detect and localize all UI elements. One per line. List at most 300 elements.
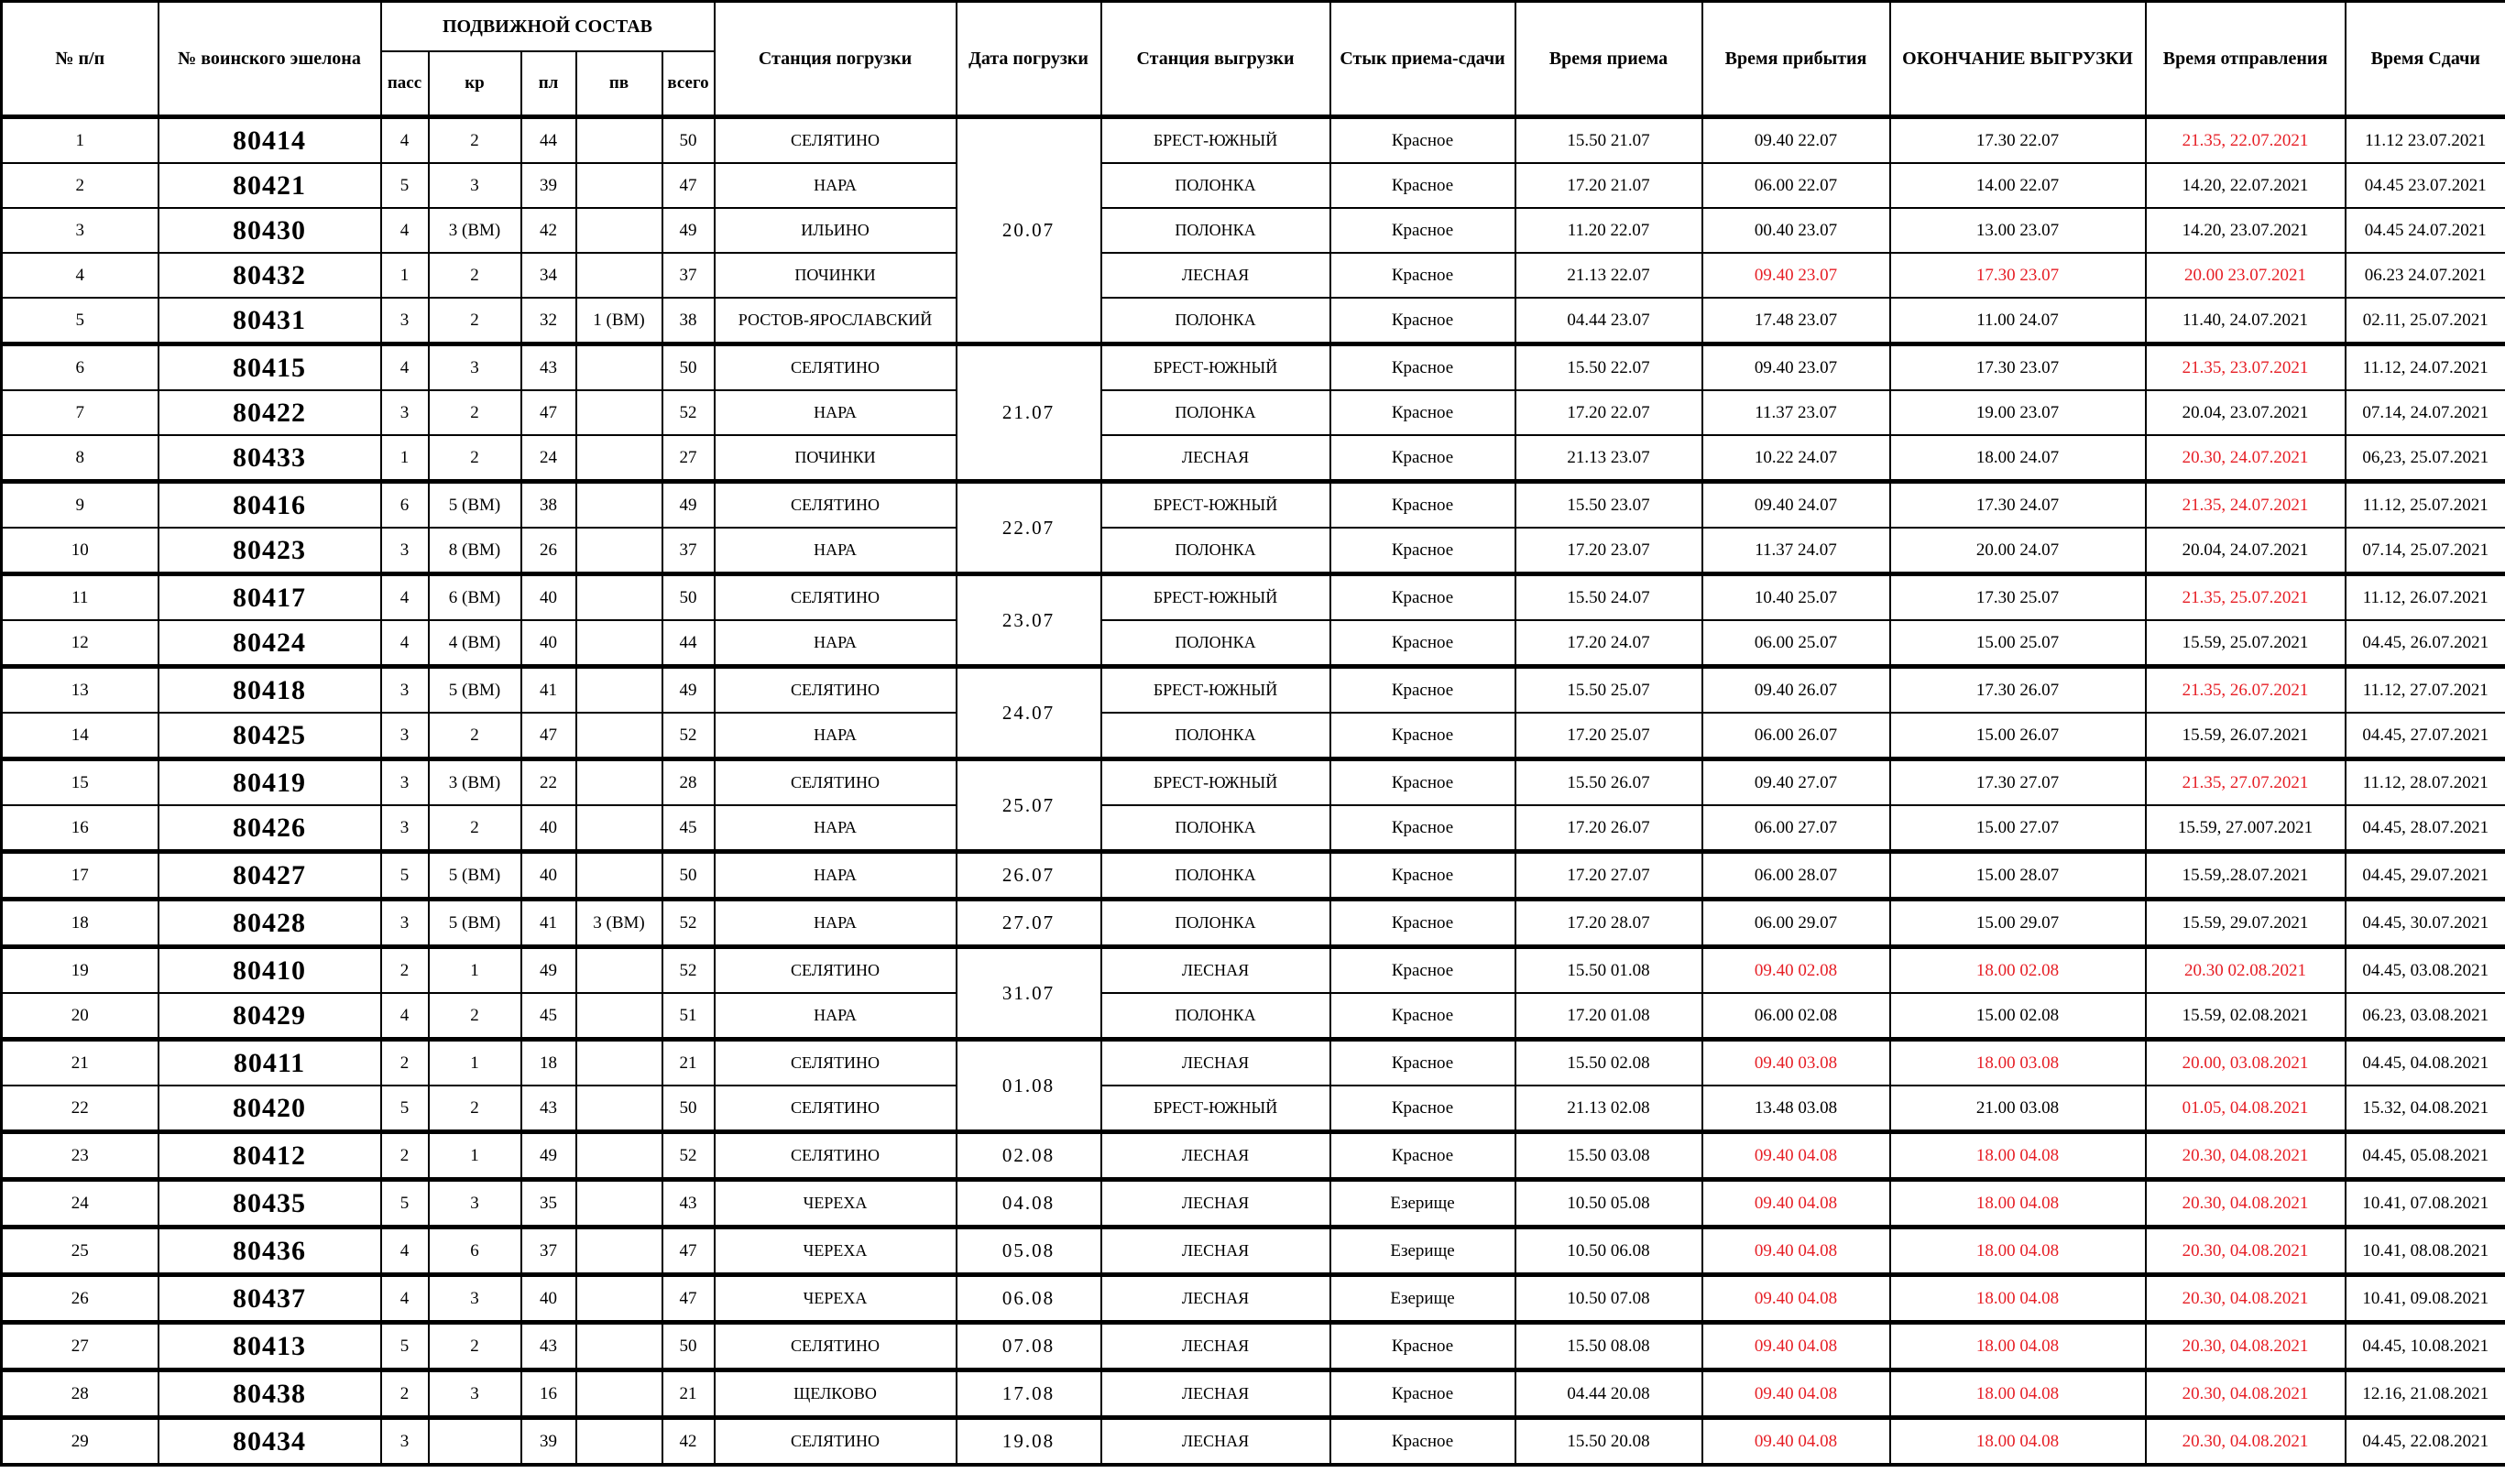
row-index-cell: 11 xyxy=(2,574,159,621)
accept-time-cell: 21.13 02.08 xyxy=(1515,1086,1702,1132)
depart-time-cell: 15.59, 26.07.2021 xyxy=(2146,713,2346,759)
total-cars-cell: 49 xyxy=(662,208,715,253)
load-station-cell: РОСТОВ-ЯРОСЛАВСКИЙ xyxy=(715,298,957,344)
accept-time-cell: 15.50 08.08 xyxy=(1515,1323,1702,1370)
unload-station-cell: ПОЛОНКА xyxy=(1101,390,1330,435)
junction-cell: Красное xyxy=(1330,163,1515,208)
total-cars-cell: 21 xyxy=(662,1370,715,1418)
table-row xyxy=(2,900,2505,947)
flatcars-cell: 42 xyxy=(521,208,576,253)
table-row xyxy=(2,1275,2505,1323)
flatcars-cell: 40 xyxy=(521,574,576,621)
covered-cars-cell: 2 xyxy=(429,298,521,344)
unload-end-cell: 18.00 04.08 xyxy=(1890,1180,2146,1228)
table-row xyxy=(2,344,2505,391)
arrival-time-cell: 11.37 24.07 xyxy=(1702,528,1890,574)
junction-cell: Красное xyxy=(1330,620,1515,667)
load-station-cell: ЧЕРЕХА xyxy=(715,1180,957,1228)
handover-time-cell: 04.45, 30.07.2021 xyxy=(2346,900,2505,947)
unload-station-cell: ПОЛОНКА xyxy=(1101,208,1330,253)
total-cars-cell: 47 xyxy=(662,163,715,208)
junction-cell: Красное xyxy=(1330,528,1515,574)
total-cars-cell: 52 xyxy=(662,947,715,994)
junction-cell: Красное xyxy=(1330,435,1515,482)
covered-cars-cell: 3 xyxy=(429,1275,521,1323)
unload-station-cell: БРЕСТ-ЮЖНЫЙ xyxy=(1101,759,1330,806)
unload-end-cell: 17.30 23.07 xyxy=(1890,344,2146,391)
pass-cars-cell: 3 xyxy=(381,713,429,759)
table-row xyxy=(2,1228,2505,1275)
unload-end-cell: 11.00 24.07 xyxy=(1890,298,2146,344)
load-date-cell: 31.07 xyxy=(957,947,1101,1040)
flatcars-cell: 39 xyxy=(521,163,576,208)
covered-cars-cell: 6 (ВМ) xyxy=(429,574,521,621)
flatcars-cell: 45 xyxy=(521,993,576,1040)
unload-station-cell: ЛЕСНАЯ xyxy=(1101,435,1330,482)
load-station-cell: ЩЕЛКОВО xyxy=(715,1370,957,1418)
pv-cars-cell xyxy=(576,713,662,759)
flatcars-cell: 41 xyxy=(521,900,576,947)
total-cars-cell: 21 xyxy=(662,1040,715,1086)
depart-time-cell: 11.40, 24.07.2021 xyxy=(2146,298,2346,344)
pv-cars-cell xyxy=(576,1086,662,1132)
unload-end-cell: 15.00 25.07 xyxy=(1890,620,2146,667)
pv-cars-cell xyxy=(576,574,662,621)
row-index-cell: 21 xyxy=(2,1040,159,1086)
unload-end-cell: 17.30 22.07 xyxy=(1890,117,2146,164)
table-row xyxy=(2,1180,2505,1228)
unload-station-cell: БРЕСТ-ЮЖНЫЙ xyxy=(1101,344,1330,391)
junction-cell: Красное xyxy=(1330,900,1515,947)
accept-time-cell: 17.20 28.07 xyxy=(1515,900,1702,947)
echelon-number-cell: 80410 xyxy=(159,947,381,994)
handover-time-cell: 04.45, 10.08.2021 xyxy=(2346,1323,2505,1370)
accept-time-cell: 17.20 01.08 xyxy=(1515,993,1702,1040)
pass-cars-cell: 3 xyxy=(381,298,429,344)
flatcars-cell: 43 xyxy=(521,1086,576,1132)
pv-cars-cell xyxy=(576,528,662,574)
depart-time-cell: 20.30 02.08.2021 xyxy=(2146,947,2346,994)
depart-time-cell: 21.35, 27.07.2021 xyxy=(2146,759,2346,806)
total-cars-cell: 28 xyxy=(662,759,715,806)
echelon-number-cell: 80414 xyxy=(159,117,381,164)
unload-station-cell: БРЕСТ-ЮЖНЫЙ xyxy=(1101,1086,1330,1132)
load-station-cell: СЕЛЯТИНО xyxy=(715,1323,957,1370)
arrival-time-cell: 09.40 23.07 xyxy=(1702,253,1890,298)
echelon-number-cell: 80422 xyxy=(159,390,381,435)
unload-station-cell: ПОЛОНКА xyxy=(1101,163,1330,208)
load-station-cell: НАРА xyxy=(715,713,957,759)
load-date-cell: 27.07 xyxy=(957,900,1101,947)
depart-time-cell: 21.35, 26.07.2021 xyxy=(2146,667,2346,714)
schedule-table-body xyxy=(2,117,2505,1466)
arrival-time-cell: 11.37 23.07 xyxy=(1702,390,1890,435)
arrival-time-cell: 09.40 26.07 xyxy=(1702,667,1890,714)
row-index-cell: 10 xyxy=(2,528,159,574)
total-cars-cell: 37 xyxy=(662,528,715,574)
echelon-number-cell: 80420 xyxy=(159,1086,381,1132)
flatcars-cell: 22 xyxy=(521,759,576,806)
covered-cars-cell: 3 (ВМ) xyxy=(429,208,521,253)
pass-cars-cell: 4 xyxy=(381,574,429,621)
pass-cars-cell: 4 xyxy=(381,620,429,667)
covered-cars-cell: 2 xyxy=(429,253,521,298)
arrival-time-cell: 10.22 24.07 xyxy=(1702,435,1890,482)
unload-end-cell: 17.30 24.07 xyxy=(1890,482,2146,529)
accept-time-cell: 21.13 23.07 xyxy=(1515,435,1702,482)
flatcars-cell: 41 xyxy=(521,667,576,714)
unload-station-cell: ПОЛОНКА xyxy=(1101,805,1330,852)
table-row xyxy=(2,1086,2505,1132)
unload-end-cell: 13.00 23.07 xyxy=(1890,208,2146,253)
echelon-number-cell: 80412 xyxy=(159,1132,381,1180)
echelon-number-cell: 80429 xyxy=(159,993,381,1040)
flatcars-cell: 40 xyxy=(521,1275,576,1323)
echelon-number-cell: 80436 xyxy=(159,1228,381,1275)
pass-cars-cell: 4 xyxy=(381,1228,429,1275)
accept-time-cell: 21.13 22.07 xyxy=(1515,253,1702,298)
covered-cars-cell: 6 xyxy=(429,1228,521,1275)
table-row xyxy=(2,390,2505,435)
row-index-cell: 7 xyxy=(2,390,159,435)
echelon-number-cell: 80423 xyxy=(159,528,381,574)
total-cars-cell: 52 xyxy=(662,900,715,947)
junction-cell: Красное xyxy=(1330,482,1515,529)
row-index-cell: 24 xyxy=(2,1180,159,1228)
row-index-cell: 29 xyxy=(2,1418,159,1466)
handover-time-cell: 11.12, 27.07.2021 xyxy=(2346,667,2505,714)
covered-cars-cell: 2 xyxy=(429,993,521,1040)
total-cars-cell: 43 xyxy=(662,1180,715,1228)
arrival-time-cell: 09.40 24.07 xyxy=(1702,482,1890,529)
header-handover-time: Время Сдачи xyxy=(2346,2,2505,117)
pv-cars-cell xyxy=(576,993,662,1040)
flatcars-cell: 43 xyxy=(521,344,576,391)
echelon-number-cell: 80418 xyxy=(159,667,381,714)
accept-time-cell: 04.44 20.08 xyxy=(1515,1370,1702,1418)
flatcars-cell: 40 xyxy=(521,805,576,852)
echelon-number-cell: 80417 xyxy=(159,574,381,621)
arrival-time-cell: 09.40 23.07 xyxy=(1702,344,1890,391)
load-station-cell: СЕЛЯТИНО xyxy=(715,1086,957,1132)
echelon-number-cell: 80431 xyxy=(159,298,381,344)
header-row-top xyxy=(2,2,2505,52)
pass-cars-cell: 3 xyxy=(381,1418,429,1466)
arrival-time-cell: 06.00 26.07 xyxy=(1702,713,1890,759)
flatcars-cell: 44 xyxy=(521,117,576,164)
header-rolling-stock-group: ПОДВИЖНОЙ СОСТАВ xyxy=(381,2,715,52)
unload-station-cell: БРЕСТ-ЮЖНЫЙ xyxy=(1101,667,1330,714)
pv-cars-cell xyxy=(576,1275,662,1323)
table-row xyxy=(2,117,2505,164)
handover-time-cell: 11.12, 26.07.2021 xyxy=(2346,574,2505,621)
load-date-cell: 23.07 xyxy=(957,574,1101,667)
covered-cars-cell: 1 xyxy=(429,1040,521,1086)
load-date-cell: 06.08 xyxy=(957,1275,1101,1323)
accept-time-cell: 15.50 03.08 xyxy=(1515,1132,1702,1180)
row-index-cell: 1 xyxy=(2,117,159,164)
arrival-time-cell: 09.40 04.08 xyxy=(1702,1418,1890,1466)
load-station-cell: СЕЛЯТИНО xyxy=(715,667,957,714)
handover-time-cell: 11.12 23.07.2021 xyxy=(2346,117,2505,164)
accept-time-cell: 17.20 26.07 xyxy=(1515,805,1702,852)
header-echelon-number: № воинского эшелона xyxy=(159,2,381,117)
accept-time-cell: 15.50 02.08 xyxy=(1515,1040,1702,1086)
accept-time-cell: 10.50 05.08 xyxy=(1515,1180,1702,1228)
accept-time-cell: 15.50 23.07 xyxy=(1515,482,1702,529)
pv-cars-cell xyxy=(576,805,662,852)
accept-time-cell: 17.20 25.07 xyxy=(1515,713,1702,759)
table-row xyxy=(2,947,2505,994)
handover-time-cell: 04.45, 27.07.2021 xyxy=(2346,713,2505,759)
accept-time-cell: 15.50 25.07 xyxy=(1515,667,1702,714)
unload-end-cell: 17.30 25.07 xyxy=(1890,574,2146,621)
handover-time-cell: 11.12, 28.07.2021 xyxy=(2346,759,2505,806)
load-station-cell: ЧЕРЕХА xyxy=(715,1275,957,1323)
depart-time-cell: 20.00 23.07.2021 xyxy=(2146,253,2346,298)
pv-cars-cell xyxy=(576,620,662,667)
total-cars-cell: 51 xyxy=(662,993,715,1040)
pass-cars-cell: 4 xyxy=(381,344,429,391)
pv-cars-cell xyxy=(576,947,662,994)
load-date-cell: 05.08 xyxy=(957,1228,1101,1275)
echelon-number-cell: 80426 xyxy=(159,805,381,852)
flatcars-cell: 49 xyxy=(521,1132,576,1180)
junction-cell: Красное xyxy=(1330,667,1515,714)
covered-cars-cell: 3 xyxy=(429,344,521,391)
total-cars-cell: 52 xyxy=(662,390,715,435)
flatcars-cell: 43 xyxy=(521,1323,576,1370)
accept-time-cell: 15.50 20.08 xyxy=(1515,1418,1702,1466)
arrival-time-cell: 06.00 28.07 xyxy=(1702,852,1890,900)
arrival-time-cell: 09.40 22.07 xyxy=(1702,117,1890,164)
load-station-cell: НАРА xyxy=(715,390,957,435)
depart-time-cell: 20.04, 24.07.2021 xyxy=(2146,528,2346,574)
header-accept-time: Время приема xyxy=(1515,2,1702,117)
load-station-cell: НАРА xyxy=(715,163,957,208)
total-cars-cell: 47 xyxy=(662,1275,715,1323)
unload-station-cell: ЛЕСНАЯ xyxy=(1101,1132,1330,1180)
covered-cars-cell: 3 (ВМ) xyxy=(429,759,521,806)
junction-cell: Красное xyxy=(1330,1040,1515,1086)
row-index-cell: 6 xyxy=(2,344,159,391)
table-row xyxy=(2,759,2505,806)
pass-cars-cell: 1 xyxy=(381,253,429,298)
echelon-number-cell: 80430 xyxy=(159,208,381,253)
accept-time-cell: 15.50 21.07 xyxy=(1515,117,1702,164)
table-row xyxy=(2,993,2505,1040)
load-station-cell: НАРА xyxy=(715,993,957,1040)
arrival-time-cell: 09.40 04.08 xyxy=(1702,1323,1890,1370)
echelon-number-cell: 80419 xyxy=(159,759,381,806)
junction-cell: Езерище xyxy=(1330,1180,1515,1228)
pv-cars-cell xyxy=(576,435,662,482)
unload-end-cell: 18.00 04.08 xyxy=(1890,1323,2146,1370)
row-index-cell: 16 xyxy=(2,805,159,852)
unload-end-cell: 15.00 28.07 xyxy=(1890,852,2146,900)
flatcars-cell: 49 xyxy=(521,947,576,994)
depart-time-cell: 21.35, 23.07.2021 xyxy=(2146,344,2346,391)
load-date-cell: 26.07 xyxy=(957,852,1101,900)
arrival-time-cell: 09.40 04.08 xyxy=(1702,1370,1890,1418)
depart-time-cell: 21.35, 25.07.2021 xyxy=(2146,574,2346,621)
header-arrival-time: Время прибытия xyxy=(1702,2,1890,117)
covered-cars-cell: 1 xyxy=(429,947,521,994)
echelon-number-cell: 80437 xyxy=(159,1275,381,1323)
table-row xyxy=(2,163,2505,208)
handover-time-cell: 04.45 24.07.2021 xyxy=(2346,208,2505,253)
row-index-cell: 15 xyxy=(2,759,159,806)
unload-station-cell: ЛЕСНАЯ xyxy=(1101,1275,1330,1323)
unload-end-cell: 19.00 23.07 xyxy=(1890,390,2146,435)
total-cars-cell: 50 xyxy=(662,574,715,621)
load-station-cell: СЕЛЯТИНО xyxy=(715,344,957,391)
flatcars-cell: 24 xyxy=(521,435,576,482)
flatcars-cell: 40 xyxy=(521,620,576,667)
table-row xyxy=(2,574,2505,621)
flatcars-cell: 34 xyxy=(521,253,576,298)
junction-cell: Красное xyxy=(1330,993,1515,1040)
accept-time-cell: 15.50 01.08 xyxy=(1515,947,1702,994)
depart-time-cell: 20.30, 04.08.2021 xyxy=(2146,1275,2346,1323)
total-cars-cell: 37 xyxy=(662,253,715,298)
arrival-time-cell: 09.40 02.08 xyxy=(1702,947,1890,994)
junction-cell: Красное xyxy=(1330,390,1515,435)
depart-time-cell: 20.00, 03.08.2021 xyxy=(2146,1040,2346,1086)
depart-time-cell: 20.30, 04.08.2021 xyxy=(2146,1228,2346,1275)
accept-time-cell: 17.20 27.07 xyxy=(1515,852,1702,900)
unload-station-cell: ПОЛОНКА xyxy=(1101,713,1330,759)
header-row-number: № п/п xyxy=(2,2,159,117)
pass-cars-cell: 4 xyxy=(381,1275,429,1323)
pass-cars-cell: 3 xyxy=(381,390,429,435)
table-row xyxy=(2,1370,2505,1418)
handover-time-cell: 06,23, 25.07.2021 xyxy=(2346,435,2505,482)
arrival-time-cell: 06.00 27.07 xyxy=(1702,805,1890,852)
unload-end-cell: 18.00 04.08 xyxy=(1890,1370,2146,1418)
echelon-number-cell: 80434 xyxy=(159,1418,381,1466)
covered-cars-cell: 2 xyxy=(429,713,521,759)
load-date-cell: 21.07 xyxy=(957,344,1101,482)
pass-cars-cell: 5 xyxy=(381,1323,429,1370)
total-cars-cell: 52 xyxy=(662,713,715,759)
depart-time-cell: 20.30, 04.08.2021 xyxy=(2146,1323,2346,1370)
subheader-covered-cars: кр xyxy=(429,51,521,117)
subheader-flatcars: пл xyxy=(521,51,576,117)
pass-cars-cell: 3 xyxy=(381,900,429,947)
junction-cell: Красное xyxy=(1330,208,1515,253)
depart-time-cell: 01.05, 04.08.2021 xyxy=(2146,1086,2346,1132)
pass-cars-cell: 6 xyxy=(381,482,429,529)
arrival-time-cell: 09.40 27.07 xyxy=(1702,759,1890,806)
pass-cars-cell: 2 xyxy=(381,1370,429,1418)
accept-time-cell: 10.50 06.08 xyxy=(1515,1228,1702,1275)
unload-end-cell: 18.00 04.08 xyxy=(1890,1132,2146,1180)
load-station-cell: ПОЧИНКИ xyxy=(715,253,957,298)
pass-cars-cell: 3 xyxy=(381,759,429,806)
row-index-cell: 4 xyxy=(2,253,159,298)
row-index-cell: 8 xyxy=(2,435,159,482)
depart-time-cell: 20.30, 24.07.2021 xyxy=(2146,435,2346,482)
table-row xyxy=(2,208,2505,253)
covered-cars-cell: 5 (ВМ) xyxy=(429,667,521,714)
junction-cell: Езерище xyxy=(1330,1228,1515,1275)
accept-time-cell: 11.20 22.07 xyxy=(1515,208,1702,253)
handover-time-cell: 07.14, 25.07.2021 xyxy=(2346,528,2505,574)
junction-cell: Красное xyxy=(1330,1370,1515,1418)
pv-cars-cell xyxy=(576,1370,662,1418)
handover-time-cell: 12.16, 21.08.2021 xyxy=(2346,1370,2505,1418)
depart-time-cell: 15.59, 27.007.2021 xyxy=(2146,805,2346,852)
total-cars-cell: 50 xyxy=(662,852,715,900)
row-index-cell: 5 xyxy=(2,298,159,344)
depart-time-cell: 15.59, 29.07.2021 xyxy=(2146,900,2346,947)
load-station-cell: НАРА xyxy=(715,528,957,574)
row-index-cell: 14 xyxy=(2,713,159,759)
load-date-cell: 25.07 xyxy=(957,759,1101,852)
accept-time-cell: 10.50 07.08 xyxy=(1515,1275,1702,1323)
covered-cars-cell: 5 (ВМ) xyxy=(429,852,521,900)
pv-cars-cell xyxy=(576,253,662,298)
handover-time-cell: 04.45, 26.07.2021 xyxy=(2346,620,2505,667)
unload-station-cell: БРЕСТ-ЮЖНЫЙ xyxy=(1101,117,1330,164)
handover-time-cell: 04.45, 04.08.2021 xyxy=(2346,1040,2505,1086)
covered-cars-cell: 3 xyxy=(429,1370,521,1418)
table-row xyxy=(2,253,2505,298)
flatcars-cell: 47 xyxy=(521,390,576,435)
unload-end-cell: 15.00 27.07 xyxy=(1890,805,2146,852)
junction-cell: Красное xyxy=(1330,1132,1515,1180)
echelon-number-cell: 80424 xyxy=(159,620,381,667)
pv-cars-cell xyxy=(576,852,662,900)
arrival-time-cell: 09.40 04.08 xyxy=(1702,1228,1890,1275)
arrival-time-cell: 09.40 03.08 xyxy=(1702,1040,1890,1086)
total-cars-cell: 38 xyxy=(662,298,715,344)
handover-time-cell: 06.23, 03.08.2021 xyxy=(2346,993,2505,1040)
depart-time-cell: 21.35, 24.07.2021 xyxy=(2146,482,2346,529)
pass-cars-cell: 4 xyxy=(381,117,429,164)
unload-station-cell: ЛЕСНАЯ xyxy=(1101,1370,1330,1418)
unload-end-cell: 17.30 26.07 xyxy=(1890,667,2146,714)
depart-time-cell: 21.35, 22.07.2021 xyxy=(2146,117,2346,164)
arrival-time-cell: 06.00 02.08 xyxy=(1702,993,1890,1040)
unload-end-cell: 18.00 03.08 xyxy=(1890,1040,2146,1086)
junction-cell: Красное xyxy=(1330,253,1515,298)
total-cars-cell: 45 xyxy=(662,805,715,852)
pv-cars-cell xyxy=(576,208,662,253)
load-date-cell: 17.08 xyxy=(957,1370,1101,1418)
row-index-cell: 3 xyxy=(2,208,159,253)
load-station-cell: ПОЧИНКИ xyxy=(715,435,957,482)
row-index-cell: 19 xyxy=(2,947,159,994)
flatcars-cell: 40 xyxy=(521,852,576,900)
load-date-cell: 24.07 xyxy=(957,667,1101,759)
unload-end-cell: 18.00 04.08 xyxy=(1890,1228,2146,1275)
unload-station-cell: ЛЕСНАЯ xyxy=(1101,253,1330,298)
handover-time-cell: 04.45 23.07.2021 xyxy=(2346,163,2505,208)
unload-station-cell: ЛЕСНАЯ xyxy=(1101,1040,1330,1086)
depart-time-cell: 20.04, 23.07.2021 xyxy=(2146,390,2346,435)
unload-end-cell: 14.00 22.07 xyxy=(1890,163,2146,208)
handover-time-cell: 02.11, 25.07.2021 xyxy=(2346,298,2505,344)
total-cars-cell: 50 xyxy=(662,117,715,164)
unload-station-cell: ПОЛОНКА xyxy=(1101,900,1330,947)
unload-end-cell: 18.00 02.08 xyxy=(1890,947,2146,994)
unload-end-cell: 18.00 24.07 xyxy=(1890,435,2146,482)
table-row xyxy=(2,528,2505,574)
flatcars-cell: 26 xyxy=(521,528,576,574)
unload-end-cell: 15.00 29.07 xyxy=(1890,900,2146,947)
